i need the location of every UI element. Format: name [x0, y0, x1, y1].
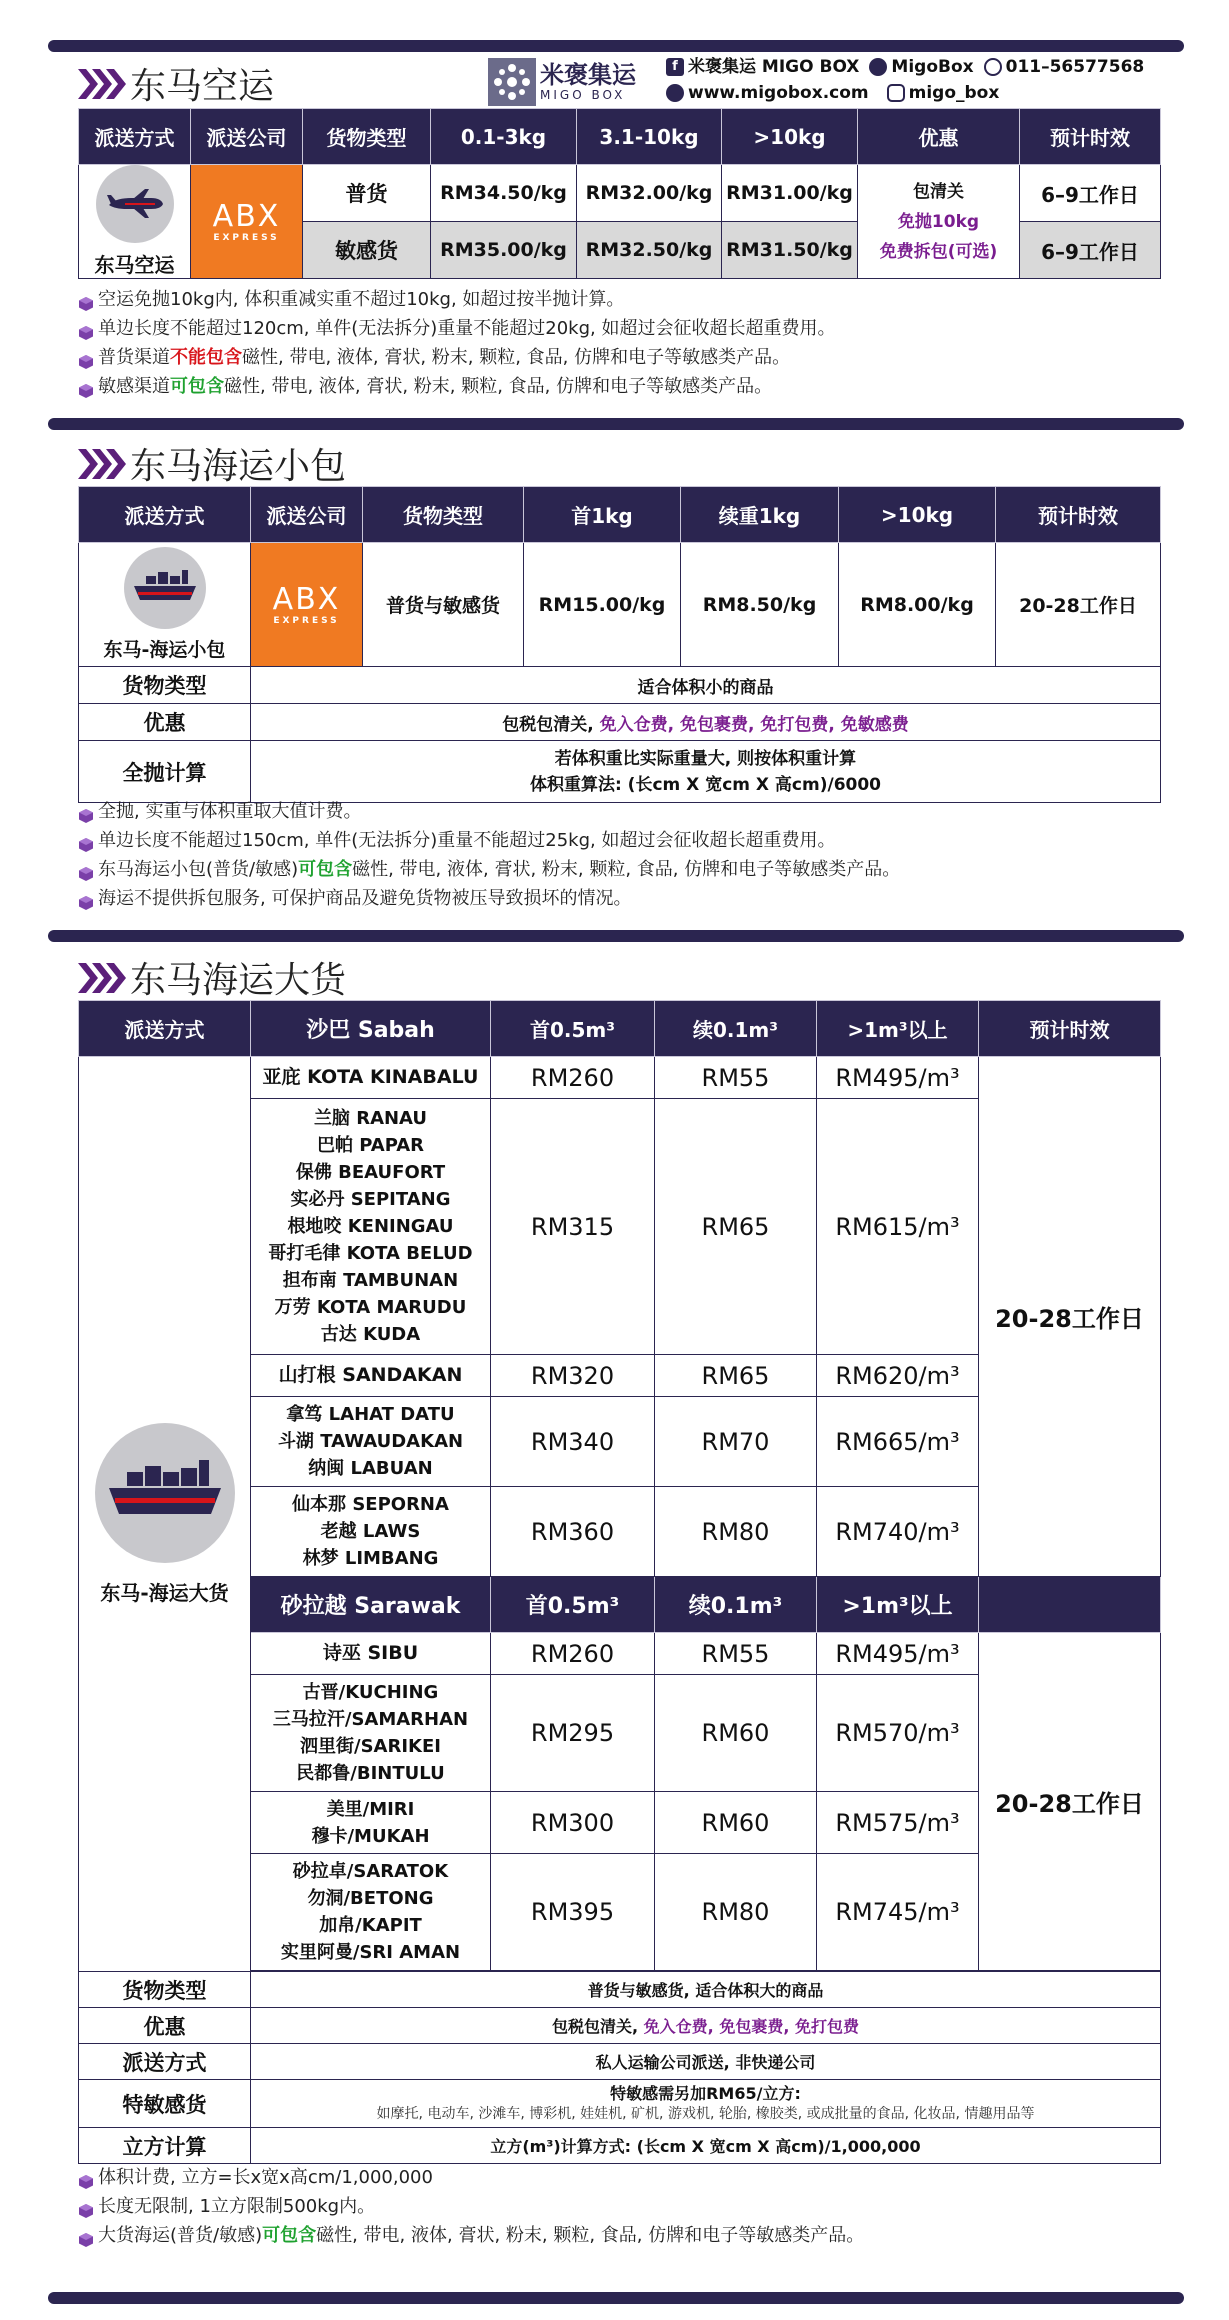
instagram-icon	[887, 84, 905, 102]
sea-small-table	[78, 486, 1160, 803]
price-cell: RM300	[491, 1792, 655, 1854]
price-cell: RM395	[491, 1854, 655, 1971]
sarawak-header: 砂拉越 Sarawak	[251, 1577, 491, 1633]
air-header: 货物类型	[303, 109, 431, 165]
sea-small-row-label: 货物类型	[79, 667, 251, 704]
location-cell: 美里/MIRI 穆卡/MUKAH	[251, 1792, 491, 1854]
price-cell: RM320	[491, 1355, 655, 1397]
air-header: 优惠	[858, 109, 1020, 165]
info-label: 派送方式	[79, 2044, 251, 2080]
facebook-name[interactable]: 米褒集运 MIGO BOX	[688, 57, 860, 77]
price-cell: RM80	[655, 1487, 817, 1577]
price-cell: RM740/m³	[817, 1487, 979, 1577]
price-cell: RM360	[491, 1487, 655, 1577]
cargo-ship-icon	[95, 1423, 235, 1563]
price-cell: RM575/m³	[817, 1792, 979, 1854]
cube-bullet-icon	[78, 804, 94, 820]
logo-text-cn: 米褒集运	[540, 61, 636, 89]
price-cell: RM60	[655, 1675, 817, 1792]
chevron-right-icon	[78, 67, 126, 101]
sabah-time: 20-28工作日	[979, 1057, 1161, 1577]
air-price: RM31.50/kg	[722, 222, 858, 279]
sea-big-header: 首0.5m³	[491, 1001, 655, 1057]
sarawak-header: 首0.5m³	[491, 1577, 655, 1633]
info-label: 特敏感货	[79, 2080, 251, 2128]
price-cell: RM80	[655, 1854, 817, 1971]
chevron-right-icon	[78, 961, 126, 995]
note-item: 东马海运小包(普货/敏感) 可包含 磁性, 带电, 液体, 膏状, 粉末, 颗粒, 食品, 仿牌和电子等敏感类产品。	[78, 855, 900, 884]
sea-small-method-cell: 东马-海运小包	[79, 543, 251, 667]
sea-small-row-label: 优惠	[79, 704, 251, 741]
air-section-title: 东马空运	[78, 58, 274, 109]
brand-header	[488, 54, 1188, 110]
note-item: 普货渠道 不能包含 磁性, 带电, 液体, 膏状, 粉末, 颗粒, 食品, 仿牌和电子等敏感类产品。	[78, 343, 835, 372]
air-time: 6–9工作日	[1020, 165, 1161, 222]
instagram-handle[interactable]: migo_box	[908, 83, 1000, 103]
cube-bullet-icon	[78, 862, 94, 878]
sea-small-header: 续重1kg	[681, 487, 839, 543]
sea-small-time: 20-28工作日	[996, 543, 1161, 667]
sea-big-header: 预计时效	[979, 1001, 1161, 1057]
cube-bullet-icon	[78, 2170, 94, 2186]
air-method-cell: 东马空运	[79, 165, 191, 279]
sea-big-header: 派送方式	[79, 1001, 251, 1057]
sea-small-price: RM15.00/kg	[524, 543, 681, 667]
air-price: RM32.00/kg	[577, 165, 722, 222]
air-header: 3.1-10kg	[577, 109, 722, 165]
info-value: 特敏感需另加RM65/立方: 如摩托, 电动车, 沙滩车, 博彩机, 娃娃机, 矿机, 游戏机, 轮胎, 橡胶类, 或成批量的食品, 化妆品, 情趣用品等	[251, 2080, 1161, 2128]
whatsapp-icon	[984, 58, 1002, 76]
price-cell: RM55	[655, 1057, 817, 1099]
cube-bullet-icon	[78, 321, 94, 337]
price-cell: RM620/m³	[817, 1355, 979, 1397]
air-header: 派送公司	[191, 109, 303, 165]
sea-small-cargo: 普货与敏感货	[363, 543, 524, 667]
price-cell: RM295	[491, 1675, 655, 1792]
sea-small-header: 首1kg	[524, 487, 681, 543]
sea-big-header: >1m³以上	[817, 1001, 979, 1057]
top-divider	[48, 40, 1184, 52]
info-label: 立方计算	[79, 2128, 251, 2164]
sea-small-notes	[78, 797, 900, 913]
sarawak-header-blank	[979, 1577, 1161, 1633]
air-header: 0.1-3kg	[431, 109, 577, 165]
cube-bullet-icon	[78, 2199, 94, 2215]
note-item: 单边长度不能超过150cm, 单件(无法拆分)重量不能超过25kg, 如超过会征收超长超重费用。	[78, 826, 900, 855]
air-time: 6–9工作日	[1020, 222, 1161, 279]
location-cell: 拿笃 LAHAT DATU 斗湖 TAWAUDAKAN 纳闽 LABUAN	[251, 1397, 491, 1487]
price-cell: RM495/m³	[817, 1057, 979, 1099]
location-cell: 仙本那 SEPORNA 老越 LAWS 林梦 LIMBANG	[251, 1487, 491, 1577]
note-item: 全抛, 实重与体积重取大值计费。	[78, 797, 900, 826]
air-price: RM35.00/kg	[431, 222, 577, 279]
sea-small-row-label: 全抛计算	[79, 741, 251, 803]
price-cell: RM615/m³	[817, 1099, 979, 1355]
sea-small-row-value: 包税包清关, 免入仓费, 免包裹费, 免打包费, 免敏感费	[251, 704, 1161, 741]
sea-big-table	[78, 1000, 1160, 2164]
price-cell: RM745/m³	[817, 1854, 979, 1971]
info-value: 普货与敏感货, 适合体积大的商品	[251, 1972, 1161, 2008]
price-cell: RM665/m³	[817, 1397, 979, 1487]
air-price: RM34.50/kg	[431, 165, 577, 222]
sea-small-header: 派送公司	[251, 487, 363, 543]
sea-small-header: >10kg	[839, 487, 996, 543]
info-value: 立方(m³)计算方式: (长cm X 宽cm X 高cm)/1,000,000	[251, 2128, 1161, 2164]
sea-big-section-title: 东马海运大货	[78, 952, 346, 1003]
sea-small-header: 货物类型	[363, 487, 524, 543]
sarawak-time: 20-28工作日	[979, 1633, 1161, 1971]
sea-big-header: 沙巴 Sabah	[251, 1001, 491, 1057]
cube-bullet-icon	[78, 891, 94, 907]
note-item: 空运免抛10kg内, 体积重减实重不超过10kg, 如超过按半抛计算。	[78, 285, 835, 314]
sea-small-header: 预计时效	[996, 487, 1161, 543]
location-cell: 诗巫 SIBU	[251, 1633, 491, 1675]
sea-big-header: 续0.1m³	[655, 1001, 817, 1057]
abx-logo: ABX EXPRESS	[251, 543, 363, 667]
cube-bullet-icon	[78, 292, 94, 308]
divider	[48, 418, 1184, 430]
info-value: 包税包清关, 免入仓费, 免包裹费, 免打包费	[251, 2008, 1161, 2044]
air-price: RM31.00/kg	[722, 165, 858, 222]
air-header: 预计时效	[1020, 109, 1161, 165]
cube-bullet-icon	[78, 379, 94, 395]
air-cargo-type: 敏感货	[303, 222, 431, 279]
ship-icon	[124, 547, 206, 629]
brand-logo	[488, 56, 654, 108]
messenger-icon	[869, 58, 887, 76]
whatsapp-number[interactable]: 011–56577568	[1005, 57, 1145, 77]
price-cell: RM340	[491, 1397, 655, 1487]
sea-big-notes	[78, 2163, 864, 2250]
sea-small-header: 派送方式	[79, 487, 251, 543]
website-link[interactable]: www.migobox.com	[688, 83, 869, 103]
price-cell: RM65	[655, 1099, 817, 1355]
price-cell: RM315	[491, 1099, 655, 1355]
sea-small-price: RM8.00/kg	[839, 543, 996, 667]
sea-small-row-value: 若体积重比实际重量大, 则按体积重计算 体积重算法: (长cm X 宽cm X 高cm)/6000	[251, 741, 1161, 803]
sea-small-price: RM8.50/kg	[681, 543, 839, 667]
cube-bullet-icon	[78, 350, 94, 366]
note-item: 大货海运(普货/敏感) 可包含 磁性, 带电, 液体, 膏状, 粉末, 颗粒, 食品, 仿牌和电子等敏感类产品。	[78, 2221, 864, 2250]
note-item: 敏感渠道 可包含 磁性, 带电, 液体, 膏状, 粉末, 颗粒, 食品, 仿牌和电子等敏感类产品。	[78, 372, 835, 401]
price-cell: RM60	[655, 1792, 817, 1854]
air-header: 派送方式	[79, 109, 191, 165]
air-notes	[78, 285, 835, 401]
air-cargo-type: 普货	[303, 165, 431, 222]
logo-mark-icon	[492, 62, 532, 102]
air-table	[78, 108, 1160, 279]
note-item: 体积计费, 立方=长x宽x高cm/1,000,000	[78, 2163, 864, 2192]
sarawak-header: >1m³以上	[817, 1577, 979, 1633]
logo-text-en: MIGO BOX	[540, 88, 626, 102]
location-cell: 兰脑 RANAU 巴帕 PAPAR 保佛 BEAUFORT 实必丹 SEPITANG 根地咬 KENINGAU 哥打毛律 KOTA BELUD 担布南 TAMBUNAN 万劳 KOTA MARUDU 古达 KUDA	[251, 1099, 491, 1355]
air-promo: 包清关 免抛10kg 免费拆包(可选)	[858, 165, 1020, 279]
price-cell: RM70	[655, 1397, 817, 1487]
info-label: 优惠	[79, 2008, 251, 2044]
cube-bullet-icon	[78, 833, 94, 849]
sea-small-row-value: 适合体积小的商品	[251, 667, 1161, 704]
price-cell: RM55	[655, 1633, 817, 1675]
location-cell: 亚庇 KOTA KINABALU	[251, 1057, 491, 1099]
location-cell: 砂拉卓/SARATOK 勿洞/BETONG 加帛/KAPIT 实里阿曼/SRI AMAN	[251, 1854, 491, 1971]
info-value: 私人运输公司派送, 非快递公司	[251, 2044, 1161, 2080]
note-item: 海运不提供拆包服务, 可保护商品及避免货物被压导致损坏的情况。	[78, 884, 900, 913]
price-cell: RM260	[491, 1057, 655, 1099]
location-cell: 山打根 SANDAKAN	[251, 1355, 491, 1397]
sea-small-section-title: 东马海运小包	[78, 438, 346, 489]
sea-big-method-cell: 东马-海运大货	[79, 1057, 251, 1972]
air-header: >10kg	[722, 109, 858, 165]
abx-logo: ABX EXPRESS	[191, 165, 303, 279]
info-label: 货物类型	[79, 1972, 251, 2008]
facebook-icon: f	[666, 58, 684, 76]
cube-bullet-icon	[78, 2228, 94, 2244]
messenger-name[interactable]: MigoBox	[891, 57, 974, 77]
air-price: RM32.50/kg	[577, 222, 722, 279]
bottom-divider	[48, 2292, 1184, 2304]
price-cell: RM570/m³	[817, 1675, 979, 1792]
price-cell: RM495/m³	[817, 1633, 979, 1675]
price-cell: RM65	[655, 1355, 817, 1397]
sarawak-header: 续0.1m³	[655, 1577, 817, 1633]
divider	[48, 930, 1184, 942]
price-cell: RM260	[491, 1633, 655, 1675]
location-cell: 古晋/KUCHING 三马拉汗/SAMARHAN 泗里街/SARIKEI 民都鲁/BINTULU	[251, 1675, 491, 1792]
note-item: 单边长度不能超过120cm, 单件(无法拆分)重量不能超过20kg, 如超过会征收超长超重费用。	[78, 314, 835, 343]
chevron-right-icon	[78, 447, 126, 481]
airplane-icon	[96, 165, 174, 243]
web-icon	[666, 84, 684, 102]
note-item: 长度无限制, 1立方限制500kg内。	[78, 2192, 864, 2221]
